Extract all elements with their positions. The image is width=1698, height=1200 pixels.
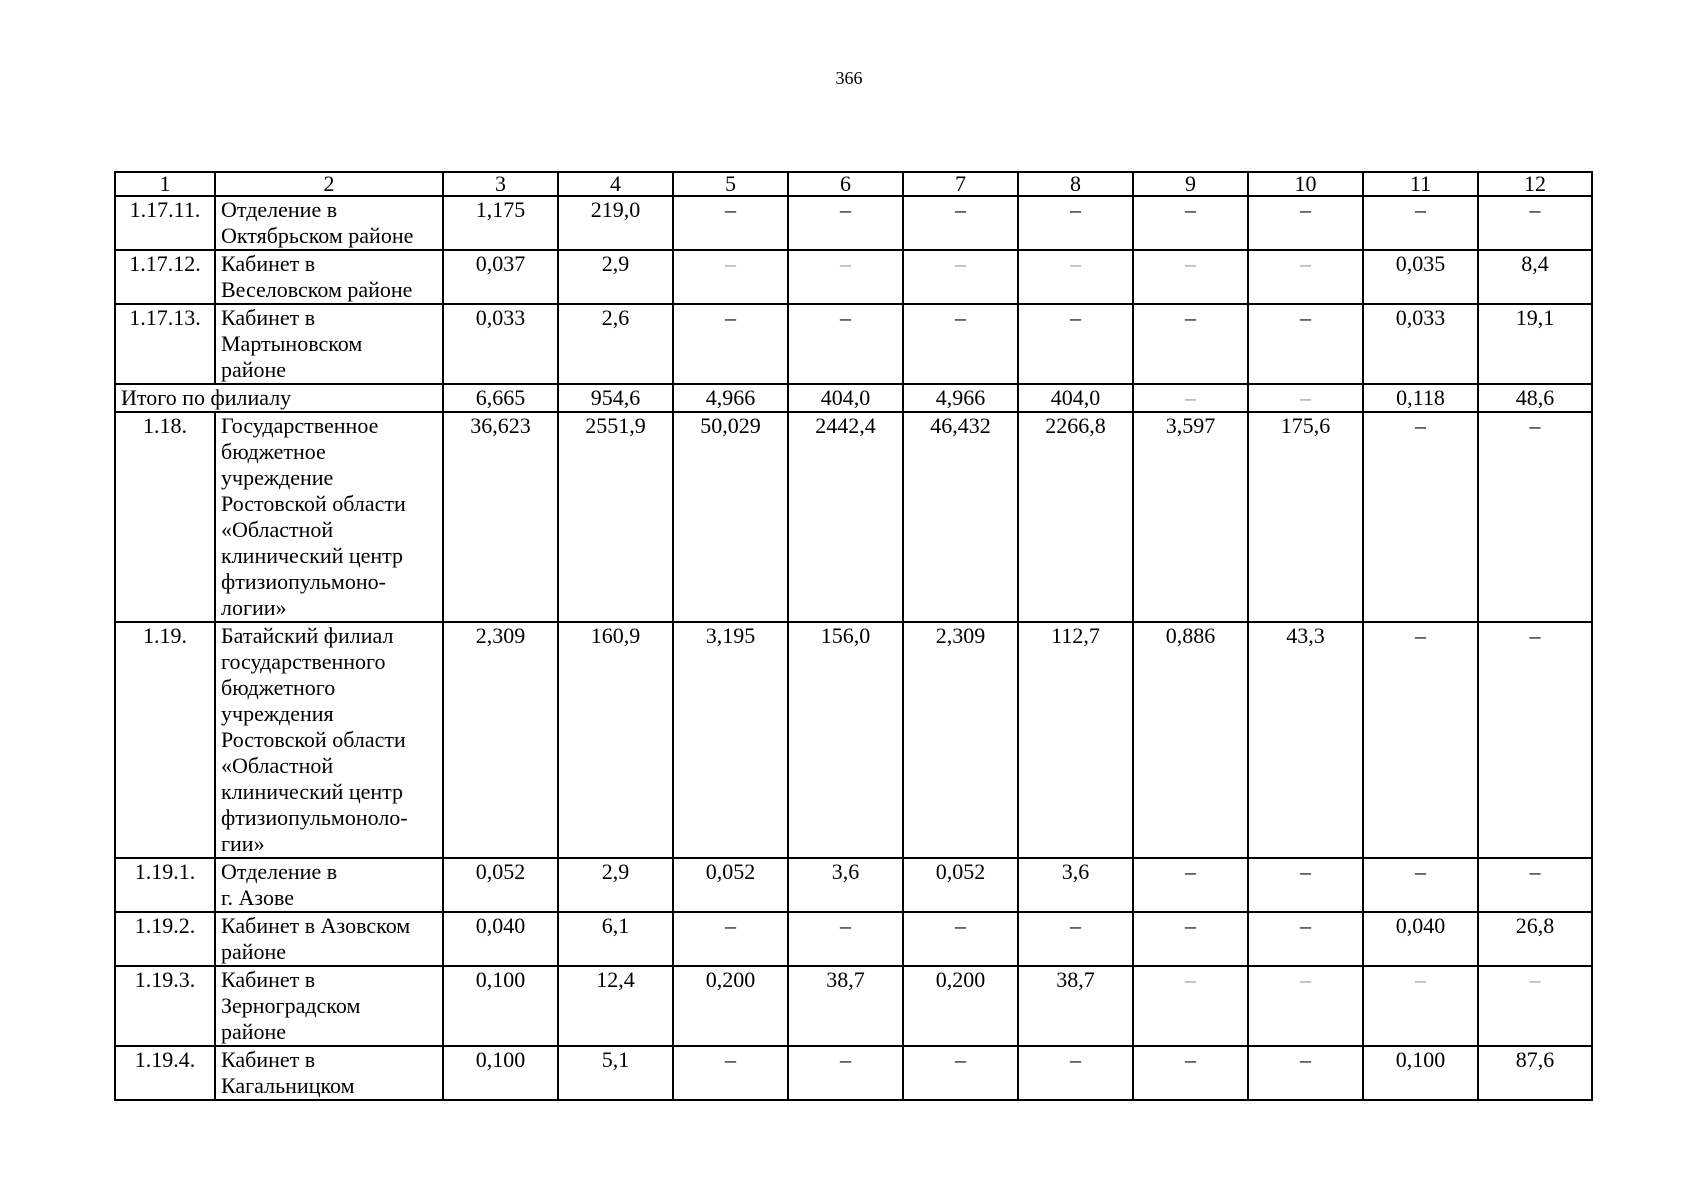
row-name-cell: Государственное бюджетное учреждение Ростовской области «Областной клинический центр фтизиопульмоно- логии» xyxy=(215,412,443,622)
column-number-cell: 7 xyxy=(903,172,1018,196)
value-cell: – xyxy=(673,1046,788,1100)
value-cell: 404,0 xyxy=(1018,384,1133,412)
value-cell: – xyxy=(903,912,1018,966)
value-cell: 6,665 xyxy=(443,384,558,412)
value-cell: 46,432 xyxy=(903,412,1018,622)
value-cell: – xyxy=(1248,1046,1363,1100)
row-number-cell: 1.17.11. xyxy=(115,196,215,250)
value-cell: 2266,8 xyxy=(1018,412,1133,622)
value-cell: – xyxy=(903,304,1018,384)
value-cell: 12,4 xyxy=(558,966,673,1046)
column-number-cell: 8 xyxy=(1018,172,1133,196)
value-cell: 0,037 xyxy=(443,250,558,304)
value-cell: 0,118 xyxy=(1363,384,1478,412)
table-row xyxy=(115,250,1592,304)
value-cell: – xyxy=(1478,196,1592,250)
value-cell: 219,0 xyxy=(558,196,673,250)
value-cell: – xyxy=(1478,858,1592,912)
value-cell: – xyxy=(1248,384,1363,412)
value-cell: 175,6 xyxy=(1248,412,1363,622)
row-name-cell: Кабинет в Зерноградском районе xyxy=(215,966,443,1046)
value-cell: – xyxy=(1478,622,1592,858)
value-cell: – xyxy=(903,196,1018,250)
value-cell: 3,597 xyxy=(1133,412,1248,622)
value-cell: – xyxy=(1018,1046,1133,1100)
value-cell: 43,3 xyxy=(1248,622,1363,858)
column-number-cell: 6 xyxy=(788,172,903,196)
table-row xyxy=(115,412,1592,622)
value-cell: 8,4 xyxy=(1478,250,1592,304)
value-cell: 0,052 xyxy=(903,858,1018,912)
value-cell: 3,195 xyxy=(673,622,788,858)
value-cell: 2442,4 xyxy=(788,412,903,622)
table-row xyxy=(115,966,1592,1046)
value-cell: 0,100 xyxy=(443,966,558,1046)
value-cell: – xyxy=(1133,196,1248,250)
value-cell: 4,966 xyxy=(673,384,788,412)
value-cell: 404,0 xyxy=(788,384,903,412)
row-name-cell: Кабинет в Кагальницком xyxy=(215,1046,443,1100)
page-number: 366 xyxy=(835,68,863,88)
table-header-row xyxy=(115,172,1592,196)
value-cell: 1,175 xyxy=(443,196,558,250)
value-cell: 0,040 xyxy=(443,912,558,966)
value-cell: 0,100 xyxy=(1363,1046,1478,1100)
value-cell: – xyxy=(1018,912,1133,966)
column-number-cell: 11 xyxy=(1363,172,1478,196)
value-cell: 50,029 xyxy=(673,412,788,622)
column-number-cell: 10 xyxy=(1248,172,1363,196)
value-cell: 6,1 xyxy=(558,912,673,966)
column-number-cell: 12 xyxy=(1478,172,1592,196)
row-name-cell: Отделение в Октябрьском районе xyxy=(215,196,443,250)
value-cell: – xyxy=(1133,966,1248,1046)
row-name-cell: Батайский филиал государственного бюджетного учреждения Ростовской области «Областной клинический центр фтизиопульмоноло- гии» xyxy=(215,622,443,858)
value-cell: – xyxy=(673,250,788,304)
value-cell: 0,033 xyxy=(1363,304,1478,384)
value-cell: – xyxy=(1248,304,1363,384)
value-cell: – xyxy=(673,304,788,384)
value-cell: 0,200 xyxy=(903,966,1018,1046)
table-row xyxy=(115,622,1592,858)
row-name-cell: Кабинет в Веселовском районе xyxy=(215,250,443,304)
value-cell: 156,0 xyxy=(788,622,903,858)
column-number-cell: 3 xyxy=(443,172,558,196)
value-cell: 0,200 xyxy=(673,966,788,1046)
value-cell: – xyxy=(1363,412,1478,622)
value-cell: – xyxy=(1018,250,1133,304)
value-cell: 0,052 xyxy=(443,858,558,912)
row-number-cell: 1.19.1. xyxy=(115,858,215,912)
row-number-cell: 1.17.13. xyxy=(115,304,215,384)
value-cell: 5,1 xyxy=(558,1046,673,1100)
row-number-cell: 1.19.4. xyxy=(115,1046,215,1100)
value-cell: – xyxy=(673,912,788,966)
value-cell: – xyxy=(673,196,788,250)
table-row xyxy=(115,304,1592,384)
value-cell: 954,6 xyxy=(558,384,673,412)
total-row xyxy=(115,384,1592,412)
value-cell: 87,6 xyxy=(1478,1046,1592,1100)
value-cell: – xyxy=(903,250,1018,304)
value-cell: – xyxy=(1248,250,1363,304)
value-cell: – xyxy=(1018,196,1133,250)
row-name-cell: Кабинет в Мартыновском районе xyxy=(215,304,443,384)
value-cell: – xyxy=(788,912,903,966)
value-cell: 112,7 xyxy=(1018,622,1133,858)
value-cell: – xyxy=(1478,966,1592,1046)
column-number-cell: 4 xyxy=(558,172,673,196)
row-number-cell: 1.19.2. xyxy=(115,912,215,966)
table-row xyxy=(115,1046,1592,1100)
value-cell: – xyxy=(1248,966,1363,1046)
value-cell: – xyxy=(1133,250,1248,304)
value-cell: 2,6 xyxy=(558,304,673,384)
value-cell: – xyxy=(788,250,903,304)
value-cell: 0,035 xyxy=(1363,250,1478,304)
value-cell: 160,9 xyxy=(558,622,673,858)
column-number-cell: 5 xyxy=(673,172,788,196)
value-cell: – xyxy=(788,196,903,250)
row-name-cell: Кабинет в Азовском районе xyxy=(215,912,443,966)
value-cell: – xyxy=(1248,912,1363,966)
column-number-cell: 1 xyxy=(115,172,215,196)
column-number-cell: 2 xyxy=(215,172,443,196)
value-cell: 26,8 xyxy=(1478,912,1592,966)
table-row xyxy=(115,912,1592,966)
value-cell: 36,623 xyxy=(443,412,558,622)
value-cell: – xyxy=(1133,912,1248,966)
total-label-cell: Итого по филиалу xyxy=(115,384,443,412)
value-cell: – xyxy=(1133,858,1248,912)
value-cell: 3,6 xyxy=(788,858,903,912)
value-cell: – xyxy=(1363,858,1478,912)
row-number-cell: 1.17.12. xyxy=(115,250,215,304)
value-cell: 2,9 xyxy=(558,858,673,912)
row-number-cell: 1.18. xyxy=(115,412,215,622)
value-cell: – xyxy=(1248,196,1363,250)
value-cell: – xyxy=(1133,1046,1248,1100)
value-cell: – xyxy=(1363,622,1478,858)
row-number-cell: 1.19. xyxy=(115,622,215,858)
value-cell: 2,309 xyxy=(903,622,1018,858)
value-cell: 38,7 xyxy=(1018,966,1133,1046)
row-name-cell: Отделение в г. Азове xyxy=(215,858,443,912)
value-cell: – xyxy=(1478,412,1592,622)
value-cell: 4,966 xyxy=(903,384,1018,412)
value-cell: – xyxy=(1363,196,1478,250)
value-cell: – xyxy=(903,1046,1018,1100)
value-cell: – xyxy=(1133,304,1248,384)
table-row xyxy=(115,196,1592,250)
value-cell: 2551,9 xyxy=(558,412,673,622)
value-cell: – xyxy=(1363,966,1478,1046)
value-cell: 0,100 xyxy=(443,1046,558,1100)
row-number-cell: 1.19.3. xyxy=(115,966,215,1046)
column-number-cell: 9 xyxy=(1133,172,1248,196)
value-cell: 2,309 xyxy=(443,622,558,858)
value-cell: 0,886 xyxy=(1133,622,1248,858)
value-cell: 0,040 xyxy=(1363,912,1478,966)
value-cell: – xyxy=(1248,858,1363,912)
value-cell: – xyxy=(1018,304,1133,384)
value-cell: 0,033 xyxy=(443,304,558,384)
value-cell: – xyxy=(788,1046,903,1100)
table-row xyxy=(115,858,1592,912)
value-cell: – xyxy=(788,304,903,384)
value-cell: 0,052 xyxy=(673,858,788,912)
value-cell: 38,7 xyxy=(788,966,903,1046)
value-cell: – xyxy=(1133,384,1248,412)
value-cell: 3,6 xyxy=(1018,858,1133,912)
value-cell: 19,1 xyxy=(1478,304,1592,384)
value-cell: 2,9 xyxy=(558,250,673,304)
value-cell: 48,6 xyxy=(1478,384,1592,412)
data-table xyxy=(114,171,1593,1101)
